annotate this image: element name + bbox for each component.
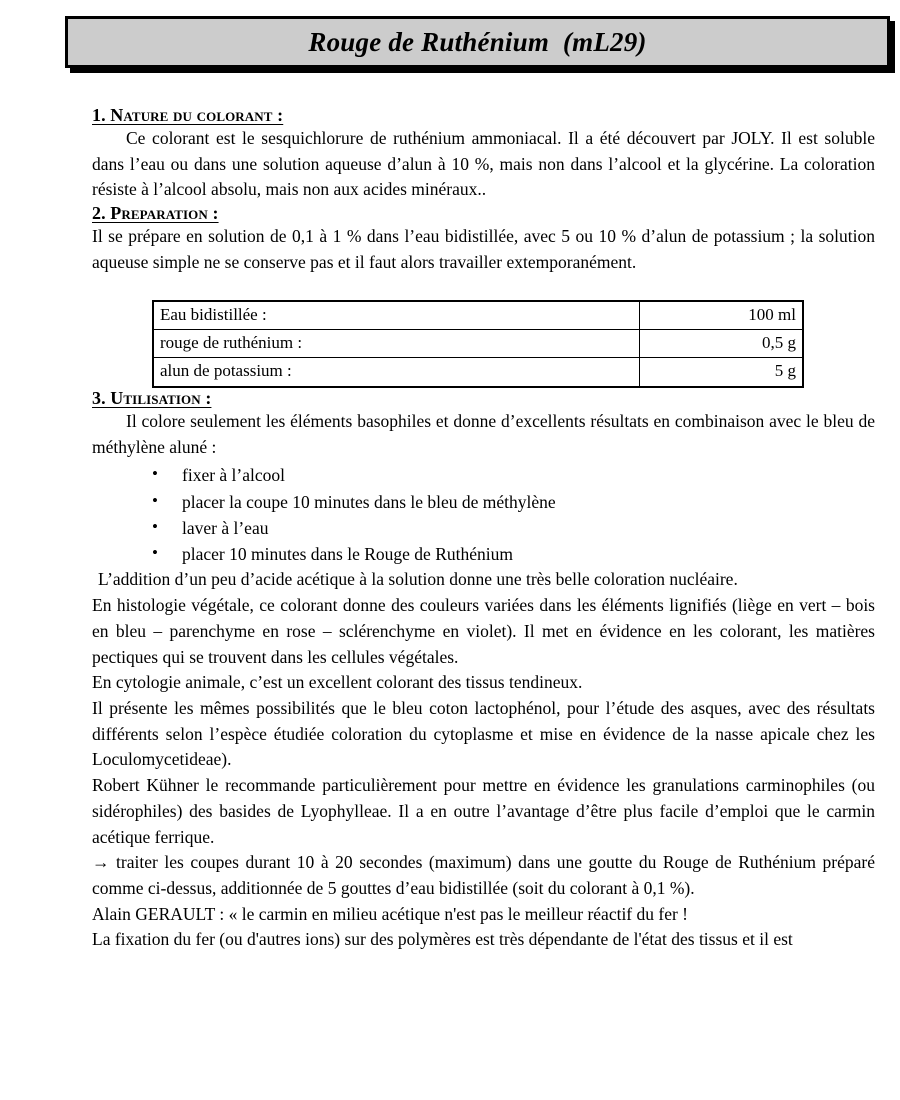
title-banner-box: [65, 16, 890, 68]
paragraph-gerault-quote: Alain GERAULT : « le carmin en milieu acétique n'est pas le meilleur réactif du fer !: [92, 903, 689, 924]
list-item: • placer la coupe 10 minutes dans le bleu de méthylène: [92, 489, 875, 515]
recipe-ingredient-name: alun de potassium :: [153, 358, 640, 387]
page-title: Rouge de Ruthénium (mL29): [308, 26, 647, 57]
recipe-ingredient-qty: 5 g: [640, 358, 804, 387]
recipe-ingredient-qty: 0,5 g: [640, 330, 804, 358]
table-row: [153, 358, 803, 387]
table-row: [153, 301, 803, 330]
list-item: • laver à l’eau: [92, 515, 875, 541]
utilisation-steps-list: [92, 462, 875, 567]
paragraph-preparation: Il se prépare en solution de 0,1 à 1 % dans l’eau bidistillée, avec 5 ou 10 % d’alun de potassium ; la solution aqueuse simple ne se conserve pas et il faut alors travailler extemporanément.: [92, 226, 875, 272]
recipe-ingredient-name: rouge de ruthénium :: [153, 330, 640, 358]
document-title-banner: [65, 16, 890, 68]
paragraph-utilisation-intro: Il colore seulement les éléments basophiles et donne d’excellents résultats en combinaison avec le bleu de méthylène aluné :: [92, 410, 875, 457]
list-item: • placer 10 minutes dans le Rouge de Ruthénium: [92, 541, 875, 567]
paragraph-nature: Ce colorant est le sesquichlorure de ruthénium ammoniacal. Il a été découvert par JOLY. Il est soluble dans l’eau ou dans une solution aqueuse d’alun à 10 %, mais non dans l’alcool et la glycérine. La coloration résiste à l’alcool absolu, mais non aux acides minéraux..: [92, 128, 875, 200]
list-item: • fixer à l’alcool: [92, 462, 875, 488]
paragraph-acetic-acid-note: L’addition d’un peu d’acide acétique à la solution donne une très belle coloration nucléaire.: [98, 569, 738, 590]
section-heading-preparation: 2. Preparation :: [92, 203, 219, 224]
recipe-table: [152, 300, 804, 388]
section-heading-nature: 1. Nature du colorant :: [92, 105, 284, 125]
recipe-table-body: [153, 301, 803, 387]
section-heading-utilisation: 3. Utilisation :: [92, 387, 212, 408]
table-row: [153, 330, 803, 358]
paragraph-histology: En histologie végétale, ce colorant donne des couleurs variées dans les éléments lignifiés (liège en vert – bois en bleu – parenchyme en rose – sclérenchyme en violet). Il met en évidence en les colorant, les matières pectiques qui se trouvent dans les cellules végétales.: [92, 595, 875, 667]
paragraph-arrow-note: → traiter les coupes durant 10 à 20 secondes (maximum) dans une goutte du Rouge de Ruthénium préparé comme ci-dessus, additionnée de 5 gouttes d’eau bidistillée (soit du colorant à 0,1 %).: [92, 852, 875, 898]
document-body: [92, 105, 875, 953]
recipe-ingredient-qty: 100 ml: [640, 301, 804, 330]
paragraph-gerault-quote-continued: La fixation du fer (ou d'autres ions) sur des polymères est très dépendante de l'état des tissus et il est: [92, 929, 793, 950]
recipe-ingredient-name: Eau bidistillée :: [153, 301, 640, 330]
paragraph-cytology: En cytologie animale, c’est un excellent colorant des tissus tendineux.: [92, 672, 583, 693]
paragraph-asques: Il présente les mêmes possibilités que le bleu coton lactophénol, pour l’étude des asques, avec des résultats différents selon l’espèce étudiée coloration du cytoplasme et mise en évidence de la nasse apicale chez les Loculomycetideae).: [92, 697, 875, 770]
recipe-table-wrapper: [92, 300, 875, 388]
paragraph-kuhner: Robert Kühner le recommande particulièrement pour mettre en évidence les granulations carminophiles (ou sidérophiles) des basides de Lyophylleae. Il a en outre l’avantage d’être plus facile d’emploi que le carmin acétique ferrique.: [92, 775, 875, 847]
